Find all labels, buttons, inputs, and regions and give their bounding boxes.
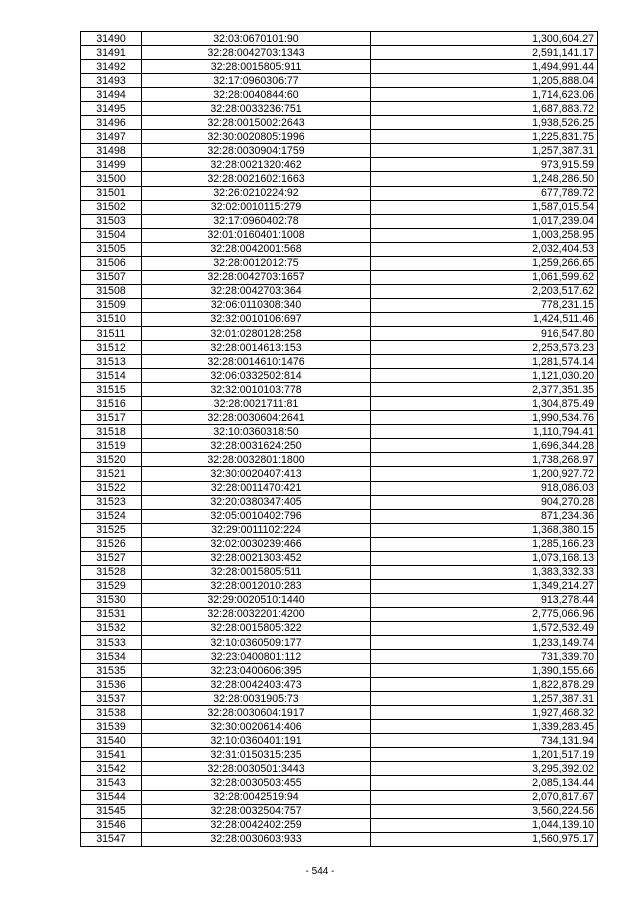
cadastral-number-cell: 32:30:0020614:406 (142, 720, 371, 734)
row-number-cell: 31528 (81, 565, 142, 579)
table-row (81, 734, 598, 748)
value-cell: 871,234.36 (371, 509, 598, 523)
value-cell: 2,032,404.53 (371, 242, 598, 256)
row-number-cell: 31543 (81, 776, 142, 790)
value-cell: 1,572,532.49 (371, 621, 598, 635)
row-number-cell: 31539 (81, 720, 142, 734)
value-cell: 731,339.70 (371, 650, 598, 664)
cadastral-number-cell: 32:28:0042001:568 (142, 242, 371, 256)
table-row (81, 369, 598, 383)
row-number-cell: 31492 (81, 60, 142, 74)
row-number-cell: 31523 (81, 495, 142, 509)
value-cell: 1,822,878.29 (371, 678, 598, 692)
cadastral-number-cell: 32:28:0031905:73 (142, 692, 371, 706)
cadastral-value-table (80, 31, 598, 847)
value-cell: 1,339,283.45 (371, 720, 598, 734)
cadastral-number-cell: 32:06:0110308:340 (142, 298, 371, 312)
value-cell: 1,061,599.62 (371, 270, 598, 284)
cadastral-number-cell: 32:28:0014613:153 (142, 341, 371, 355)
table-row (81, 453, 598, 467)
cadastral-number-cell: 32:01:0160401:1008 (142, 228, 371, 242)
value-cell: 3,295,392.02 (371, 762, 598, 776)
value-cell: 1,281,574.14 (371, 355, 598, 369)
row-number-cell: 31501 (81, 186, 142, 200)
value-cell: 916,547.80 (371, 326, 598, 340)
row-number-cell: 31491 (81, 46, 142, 60)
table-row (81, 425, 598, 439)
table-row (81, 228, 598, 242)
cadastral-number-cell: 32:28:0042519:94 (142, 790, 371, 804)
value-cell: 677,789.72 (371, 186, 598, 200)
row-number-cell: 31505 (81, 242, 142, 256)
table-row (81, 397, 598, 411)
value-cell: 1,257,387.31 (371, 144, 598, 158)
table-row (81, 439, 598, 453)
table-row (81, 664, 598, 678)
row-number-cell: 31490 (81, 32, 142, 46)
table-row (81, 130, 598, 144)
value-cell: 1,714,623.06 (371, 88, 598, 102)
table-row (81, 186, 598, 200)
cadastral-number-cell: 32:28:0042703:364 (142, 284, 371, 298)
table-row (81, 579, 598, 593)
value-cell: 1,225,831.75 (371, 130, 598, 144)
row-number-cell: 31514 (81, 369, 142, 383)
row-number-cell: 31493 (81, 74, 142, 88)
value-cell: 2,253,573.23 (371, 341, 598, 355)
cadastral-number-cell: 32:28:0015805:322 (142, 621, 371, 635)
table-row (81, 607, 598, 621)
table-row (81, 341, 598, 355)
table-row (81, 776, 598, 790)
row-number-cell: 31540 (81, 734, 142, 748)
table-row (81, 650, 598, 664)
row-number-cell: 31536 (81, 678, 142, 692)
table-row (81, 804, 598, 818)
table-row (81, 509, 598, 523)
table-row (81, 298, 598, 312)
table-row (81, 636, 598, 650)
row-number-cell: 31545 (81, 804, 142, 818)
row-number-cell: 31518 (81, 425, 142, 439)
cadastral-number-cell: 32:32:0010106:697 (142, 312, 371, 326)
row-number-cell: 31542 (81, 762, 142, 776)
cadastral-number-cell: 32:28:0011470:421 (142, 481, 371, 495)
value-cell: 1,738,268.97 (371, 453, 598, 467)
table-row (81, 74, 598, 88)
row-number-cell: 31526 (81, 537, 142, 551)
table-row (81, 495, 598, 509)
table-row (81, 312, 598, 326)
cadastral-number-cell: 32:28:0012012:75 (142, 256, 371, 270)
row-number-cell: 31509 (81, 298, 142, 312)
row-number-cell: 31546 (81, 818, 142, 832)
cadastral-number-cell: 32:28:0012010:283 (142, 579, 371, 593)
value-cell: 1,285,166.23 (371, 537, 598, 551)
cadastral-number-cell: 32:30:0020407:413 (142, 467, 371, 481)
value-cell: 2,591,141.17 (371, 46, 598, 60)
row-number-cell: 31541 (81, 748, 142, 762)
cadastral-number-cell: 32:28:0042703:1343 (142, 46, 371, 60)
value-cell: 1,927,468.32 (371, 706, 598, 720)
value-cell: 1,349,214.27 (371, 579, 598, 593)
table-row (81, 748, 598, 762)
page-number: - 544 - (305, 866, 335, 877)
table-row (81, 214, 598, 228)
row-number-cell: 31520 (81, 453, 142, 467)
cadastral-number-cell: 32:05:0010402:796 (142, 509, 371, 523)
value-cell: 1,259,266.65 (371, 256, 598, 270)
row-number-cell: 31532 (81, 621, 142, 635)
row-number-cell: 31527 (81, 551, 142, 565)
value-cell: 1,300,604.27 (371, 32, 598, 46)
value-cell: 1,110,794.41 (371, 425, 598, 439)
table-row (81, 762, 598, 776)
cadastral-number-cell: 32:29:0020510:1440 (142, 593, 371, 607)
table-row (81, 720, 598, 734)
cadastral-number-cell: 32:31:0150315:235 (142, 748, 371, 762)
table-row (81, 383, 598, 397)
value-cell: 3,560,224.56 (371, 804, 598, 818)
row-number-cell: 31503 (81, 214, 142, 228)
table-row (81, 32, 598, 46)
row-number-cell: 31511 (81, 326, 142, 340)
row-number-cell: 31495 (81, 102, 142, 116)
table-row (81, 46, 598, 60)
cadastral-number-cell: 32:28:0021320:462 (142, 158, 371, 172)
table-row (81, 256, 598, 270)
table-row (81, 200, 598, 214)
value-cell: 1,200,927.72 (371, 467, 598, 481)
table-row (81, 467, 598, 481)
row-number-cell: 31502 (81, 200, 142, 214)
cadastral-number-cell: 32:06:0332502:814 (142, 369, 371, 383)
table-row (81, 116, 598, 130)
table-row (81, 621, 598, 635)
cadastral-number-cell: 32:23:0400606:395 (142, 664, 371, 678)
value-cell: 2,203,517.62 (371, 284, 598, 298)
cadastral-number-cell: 32:28:0032201:4200 (142, 607, 371, 621)
cadastral-number-cell: 32:28:0021303:452 (142, 551, 371, 565)
value-cell: 1,383,332.33 (371, 565, 598, 579)
row-number-cell: 31497 (81, 130, 142, 144)
table-row (81, 790, 598, 804)
cadastral-number-cell: 32:28:0021602:1663 (142, 172, 371, 186)
value-cell: 1,368,380.15 (371, 523, 598, 537)
cadastral-number-cell: 32:26:0210224:92 (142, 186, 371, 200)
row-number-cell: 31504 (81, 228, 142, 242)
row-number-cell: 31512 (81, 341, 142, 355)
cadastral-number-cell: 32:28:0015805:911 (142, 60, 371, 74)
row-number-cell: 31531 (81, 607, 142, 621)
table-body (81, 32, 598, 847)
value-cell: 1,201,517.19 (371, 748, 598, 762)
cadastral-number-cell: 32:02:0010115:279 (142, 200, 371, 214)
value-cell: 913,278.44 (371, 593, 598, 607)
row-number-cell: 31510 (81, 312, 142, 326)
value-cell: 1,017,239.04 (371, 214, 598, 228)
table-row (81, 60, 598, 74)
row-number-cell: 31500 (81, 172, 142, 186)
cadastral-number-cell: 32:17:0960306:77 (142, 74, 371, 88)
row-number-cell: 31533 (81, 636, 142, 650)
value-cell: 2,085,134.44 (371, 776, 598, 790)
row-number-cell: 31517 (81, 411, 142, 425)
cadastral-number-cell: 32:10:0360401:191 (142, 734, 371, 748)
cadastral-number-cell: 32:30:0020805:1996 (142, 130, 371, 144)
cadastral-number-cell: 32:28:0030904:1759 (142, 144, 371, 158)
value-cell: 1,121,030.20 (371, 369, 598, 383)
cadastral-number-cell: 32:03:0670101:90 (142, 32, 371, 46)
table-row (81, 537, 598, 551)
cadastral-number-cell: 32:29:0011102:224 (142, 523, 371, 537)
row-number-cell: 31515 (81, 383, 142, 397)
cadastral-number-cell: 32:32:0010103:778 (142, 383, 371, 397)
value-cell: 778,231.15 (371, 298, 598, 312)
value-cell: 1,587,015.54 (371, 200, 598, 214)
table-row (81, 158, 598, 172)
row-number-cell: 31507 (81, 270, 142, 284)
table-row (81, 270, 598, 284)
table-row (81, 144, 598, 158)
cadastral-number-cell: 32:28:0030503:455 (142, 776, 371, 790)
value-cell: 1,938,526.25 (371, 116, 598, 130)
row-number-cell: 31516 (81, 397, 142, 411)
table-row (81, 593, 598, 607)
cadastral-number-cell: 32:02:0030239:466 (142, 537, 371, 551)
row-number-cell: 31522 (81, 481, 142, 495)
value-cell: 904,270.28 (371, 495, 598, 509)
value-cell: 2,070,817.67 (371, 790, 598, 804)
value-cell: 1,687,883.72 (371, 102, 598, 116)
cadastral-number-cell: 32:28:0014610:1476 (142, 355, 371, 369)
table-row (81, 481, 598, 495)
cadastral-number-cell: 32:10:0360318:50 (142, 425, 371, 439)
table-row (81, 284, 598, 298)
value-cell: 2,377,351.35 (371, 383, 598, 397)
value-cell: 1,304,875.49 (371, 397, 598, 411)
cadastral-number-cell: 32:28:0030604:2641 (142, 411, 371, 425)
value-cell: 918,086.03 (371, 481, 598, 495)
row-number-cell: 31530 (81, 593, 142, 607)
cadastral-number-cell: 32:28:0033236:751 (142, 102, 371, 116)
table-row (81, 88, 598, 102)
table-row (81, 692, 598, 706)
cadastral-number-cell: 32:28:0021711:81 (142, 397, 371, 411)
row-number-cell: 31538 (81, 706, 142, 720)
row-number-cell: 31534 (81, 650, 142, 664)
cadastral-number-cell: 32:28:0042703:1657 (142, 270, 371, 284)
row-number-cell: 31513 (81, 355, 142, 369)
table-row (81, 551, 598, 565)
cadastral-number-cell: 32:10:0360509:177 (142, 636, 371, 650)
cadastral-number-cell: 32:28:0042403:473 (142, 678, 371, 692)
cadastral-number-cell: 32:17:0960402:78 (142, 214, 371, 228)
row-number-cell: 31529 (81, 579, 142, 593)
value-cell: 1,257,387.31 (371, 692, 598, 706)
row-number-cell: 31496 (81, 116, 142, 130)
cadastral-number-cell: 32:28:0030603:933 (142, 832, 371, 846)
table-row (81, 678, 598, 692)
table-row (81, 355, 598, 369)
row-number-cell: 31519 (81, 439, 142, 453)
value-cell: 1,073,168.13 (371, 551, 598, 565)
value-cell: 1,696,344.28 (371, 439, 598, 453)
cadastral-number-cell: 32:20:0380347:405 (142, 495, 371, 509)
row-number-cell: 31506 (81, 256, 142, 270)
value-cell: 1,494,991.44 (371, 60, 598, 74)
cadastral-number-cell: 32:28:0032504:757 (142, 804, 371, 818)
value-cell: 1,424,511.46 (371, 312, 598, 326)
value-cell: 1,003,258.95 (371, 228, 598, 242)
table-row (81, 411, 598, 425)
cadastral-number-cell: 32:28:0040844:60 (142, 88, 371, 102)
value-cell: 1,233,149.74 (371, 636, 598, 650)
row-number-cell: 31494 (81, 88, 142, 102)
cadastral-number-cell: 32:28:0030604:1917 (142, 706, 371, 720)
value-cell: 1,248,286.50 (371, 172, 598, 186)
table-row (81, 523, 598, 537)
table-row (81, 326, 598, 340)
value-cell: 973,915.59 (371, 158, 598, 172)
row-number-cell: 31499 (81, 158, 142, 172)
table-row (81, 706, 598, 720)
cadastral-number-cell: 32:28:0042402:259 (142, 818, 371, 832)
row-number-cell: 31535 (81, 664, 142, 678)
cadastral-number-cell: 32:28:0015002:2643 (142, 116, 371, 130)
row-number-cell: 31524 (81, 509, 142, 523)
table-row (81, 818, 598, 832)
table-row (81, 242, 598, 256)
value-cell: 1,390,155.66 (371, 664, 598, 678)
row-number-cell: 31508 (81, 284, 142, 298)
value-cell: 1,990,534.76 (371, 411, 598, 425)
cadastral-number-cell: 32:28:0015805:511 (142, 565, 371, 579)
table-row (81, 102, 598, 116)
value-cell: 1,205,888.04 (371, 74, 598, 88)
cadastral-number-cell: 32:01:0280128:258 (142, 326, 371, 340)
row-number-cell: 31544 (81, 790, 142, 804)
row-number-cell: 31525 (81, 523, 142, 537)
value-cell: 734,131.94 (371, 734, 598, 748)
cadastral-number-cell: 32:28:0031624:250 (142, 439, 371, 453)
value-cell: 2,775,066.96 (371, 607, 598, 621)
row-number-cell: 31498 (81, 144, 142, 158)
table-row (81, 172, 598, 186)
cadastral-number-cell: 32:28:0032801:1800 (142, 453, 371, 467)
cadastral-number-cell: 32:23:0400801:112 (142, 650, 371, 664)
value-cell: 1,044,139.10 (371, 818, 598, 832)
row-number-cell: 31537 (81, 692, 142, 706)
table-row (81, 565, 598, 579)
table-row (81, 832, 598, 846)
row-number-cell: 31521 (81, 467, 142, 481)
cadastral-number-cell: 32:28:0030501:3443 (142, 762, 371, 776)
value-cell: 1,560,975.17 (371, 832, 598, 846)
row-number-cell: 31547 (81, 832, 142, 846)
